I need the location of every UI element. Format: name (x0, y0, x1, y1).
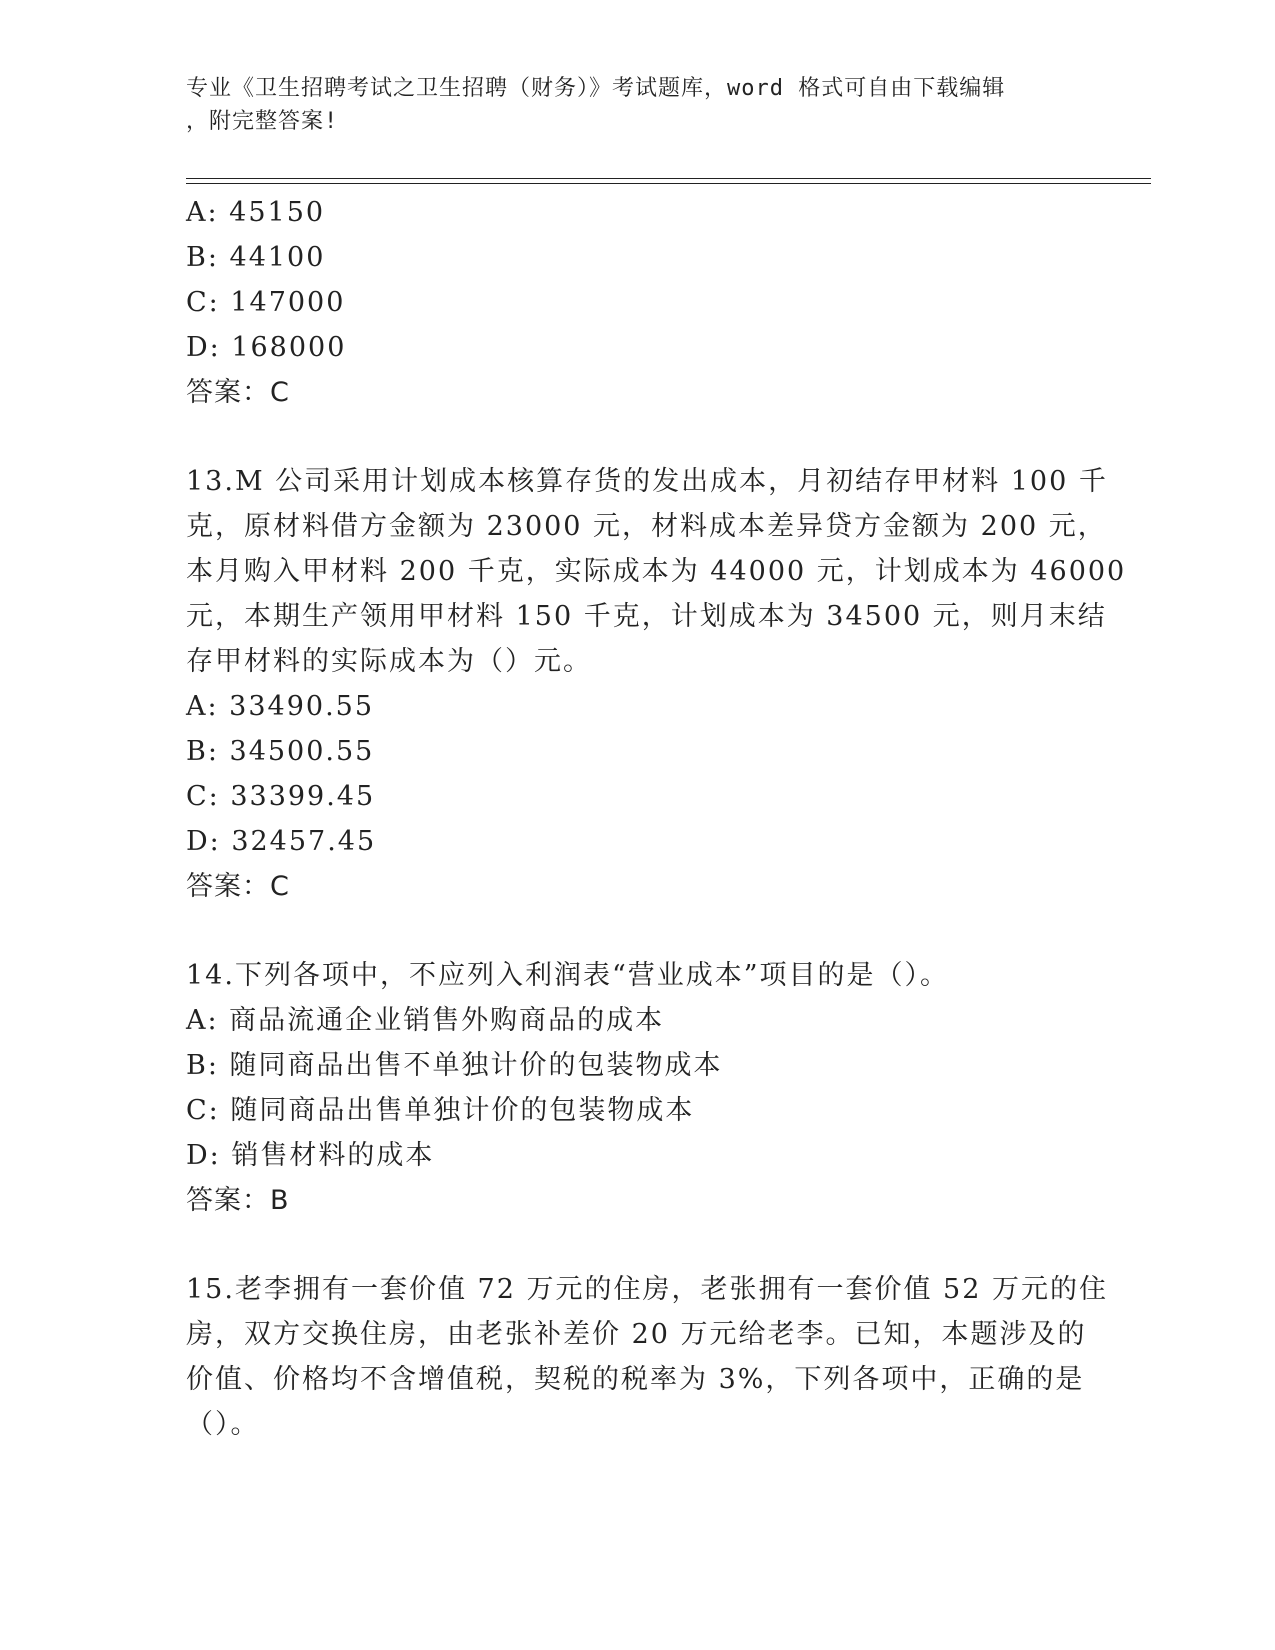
question-content (186, 190, 1127, 1447)
document-header (186, 72, 1066, 138)
q15-stem-line-4: （）。 (186, 1409, 260, 1440)
q13-answer: 答案：C (186, 871, 290, 902)
question-13-block (186, 459, 1127, 909)
q15-stem-line-2: 房，双方交换住房，由老张补差价 20 万元给老李。已知，本题涉及的 (186, 1319, 1087, 1350)
q13-option-d: D: 32457.45 (186, 826, 377, 857)
q13-option-a: A: 33490.55 (186, 691, 375, 722)
q15-stem-line-1: 15.老李拥有一套价值 72 万元的住房，老张拥有一套价值 52 万元的住 (186, 1274, 1108, 1305)
q14-option-b: B: 随同商品出售不单独计价的包装物成本 (186, 1050, 723, 1081)
header-divider-bottom (186, 183, 1151, 184)
q13-stem-line-2: 克，原材料借方金额为 23000 元，材料成本差异贷方金额为 200 元， (186, 511, 1107, 542)
q15-stem-line-3: 价值、价格均不含增值税，契税的税率为 3%，下列各项中，正确的是 (186, 1364, 1085, 1395)
spacer (186, 909, 1066, 953)
q14-stem-line-1: 14.下列各项中，不应列入利润表“营业成本”项目的是（）。 (186, 960, 950, 991)
q13-stem-line-1: 13.M 公司采用计划成本核算存货的发出成本，月初结存甲材料 100 千 (186, 466, 1108, 497)
header-line-2: ，附完整答案! (186, 109, 339, 134)
header-line-1: 专业《卫生招聘考试之卫生招聘（财务）》考试题库，word 格式可自由下载编辑 (186, 76, 1006, 101)
question-14-block (186, 953, 1066, 1223)
q12-option-a: A: 45150 (186, 197, 326, 228)
q13-stem-line-5: 存甲材料的实际成本为（）元。 (186, 646, 592, 677)
spacer (186, 1223, 1066, 1267)
q12-option-b: B: 44100 (186, 242, 326, 273)
header-divider-top (186, 178, 1151, 179)
q13-option-c: C: 33399.45 (186, 781, 376, 812)
q14-answer: 答案：B (186, 1185, 290, 1216)
q12-option-c: C: 147000 (186, 287, 346, 318)
q13-stem-line-4: 元，本期生产领用甲材料 150 千克，计划成本为 34500 元，则月末结 (186, 601, 1107, 632)
q14-option-d: D: 销售材料的成本 (186, 1140, 435, 1171)
q12-option-d: D: 168000 (186, 332, 347, 363)
q13-option-b: B: 34500.55 (186, 736, 375, 767)
q13-stem-line-3: 本月购入甲材料 200 千克，实际成本为 44000 元，计划成本为 46000 (186, 556, 1127, 587)
question-12-block (186, 190, 1066, 415)
q12-answer: 答案：C (186, 377, 290, 408)
spacer (186, 415, 1066, 459)
q14-option-c: C: 随同商品出售单独计价的包装物成本 (186, 1095, 695, 1126)
question-15-block (186, 1267, 1108, 1447)
q14-option-a: A: 商品流通企业销售外购商品的成本 (186, 1005, 665, 1036)
